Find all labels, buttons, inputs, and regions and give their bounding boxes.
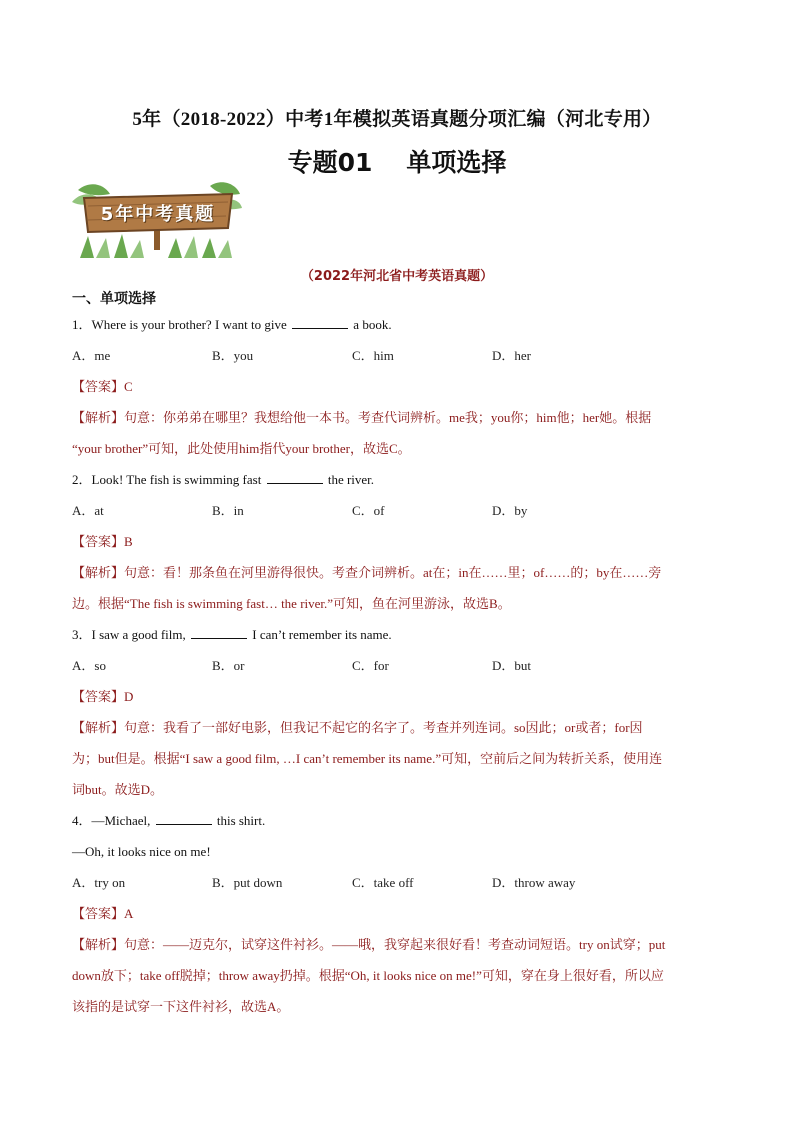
option-b: B．or <box>212 658 245 673</box>
explanation-line: down放下；take off脱掉；throw away扔掉。根据“Oh, it looks nice on me!”可知，穿在身上很好看，所以应 <box>72 968 664 983</box>
option-c: C．of <box>352 503 385 518</box>
logo-text: 5年中考真题 <box>100 204 216 225</box>
logo-banner <box>70 180 242 260</box>
option-c: C．take off <box>352 875 414 890</box>
topic-name: 单项选择 <box>406 148 507 177</box>
option-b: B．you <box>212 348 254 363</box>
answer-line: 【答案】B <box>72 534 133 549</box>
explanation-line: 【解析】句意：看！那条鱼在河里游得很快。考查介词辨析。at在；in在……里；of……的；by在……旁 <box>72 565 662 580</box>
option-c: C．him <box>352 348 394 363</box>
options-row <box>72 867 724 898</box>
answer-blank <box>292 316 348 329</box>
explanation-line: 为；but但是。根据“I saw a good film, …I can’t remember its name.”可知，空前后之间为转折关系，使用连 <box>72 751 663 766</box>
answer-line: 【答案】D <box>72 689 134 704</box>
option-b: B．put down <box>212 875 283 890</box>
options-row <box>72 340 724 371</box>
questions-list <box>72 309 724 1022</box>
option-d: D．her <box>492 348 531 363</box>
answer-blank <box>267 471 323 484</box>
section-heading: 一、单项选择 <box>72 291 156 307</box>
explanation-line: 【解析】句意：——迈克尔，试穿这件衬衫。——哦，我穿起来很好看！考查动词短语。try on试穿；put <box>72 937 666 952</box>
option-d: D．but <box>492 658 532 673</box>
answer-line: 【答案】C <box>72 379 133 394</box>
question-stem: 1．Where is your brother? I want to give a book. <box>72 317 392 332</box>
explanation-line: “your brother”可知，此处使用him指代your brother，故选C。 <box>72 441 411 456</box>
option-a: A．try on <box>72 875 126 890</box>
option-a: A．so <box>72 658 106 673</box>
option-d: D．by <box>492 503 528 518</box>
options-row <box>72 495 724 526</box>
explanation-line: 词but。故选D。 <box>72 782 164 797</box>
option-b: B．in <box>212 503 244 518</box>
answer-blank <box>156 812 212 825</box>
option-d: D．throw away <box>492 875 576 890</box>
question-stem: 2．Look! The fish is swimming fast the river. <box>72 472 375 487</box>
explanation-line: 【解析】句意：你弟弟在哪里？我想给他一本书。考查代词辨析。me我；you你；him他；her她。根据 <box>72 410 652 425</box>
topic-number: 专题01 <box>287 148 373 177</box>
option-a: A．at <box>72 503 104 518</box>
option-c: C．for <box>352 658 389 673</box>
options-row <box>72 650 724 681</box>
explanation-line: 该指的是试穿一下这件衬衫，故选A。 <box>72 999 290 1014</box>
document-title: 5年（2018-2022）中考1年模拟英语真题分项汇编（河北专用） <box>132 109 662 130</box>
option-a: A．me <box>72 348 111 363</box>
document-subtitle <box>0 143 794 179</box>
exam-source: （2022年河北省中考英语真题） <box>300 269 494 284</box>
question-stem: 4．—Michael, this shirt. <box>72 813 266 828</box>
explanation-line: 边。根据“The fish is swimming fast… the river.”可知，鱼在河里游泳，故选B。 <box>72 596 511 611</box>
question-stem: 3．I saw a good film, I can’t remember its name. <box>72 627 392 642</box>
answer-blank <box>191 626 247 639</box>
explanation-line: 【解析】句意：我看了一部好电影，但我记不起它的名字了。考查并列连词。so因此；or或者；for因 <box>72 720 643 735</box>
answer-line: 【答案】A <box>72 906 134 921</box>
question-dialogue-line: —Oh, it looks nice on me! <box>72 844 211 859</box>
